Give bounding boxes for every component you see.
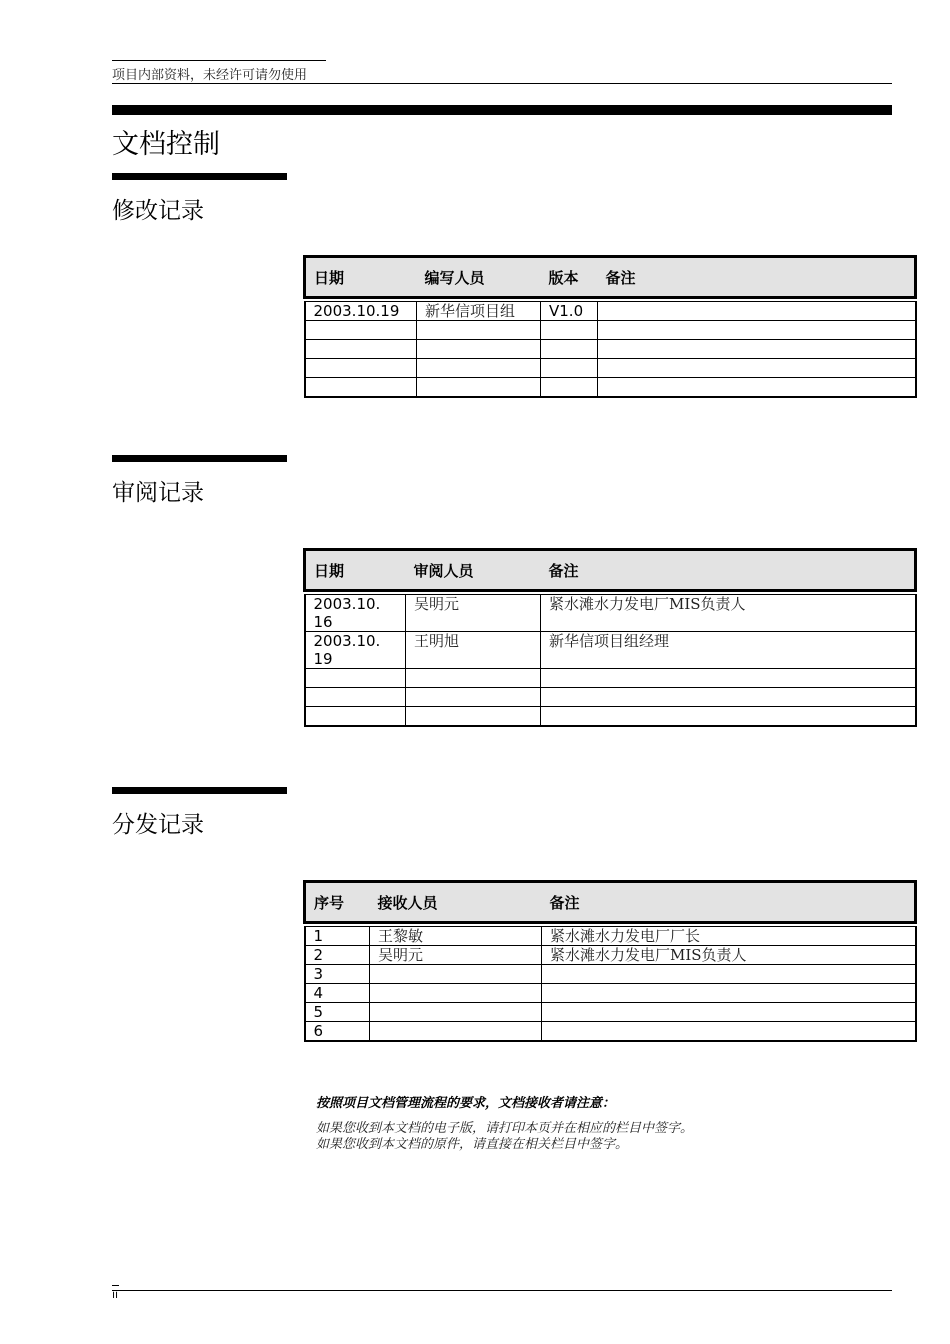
review-header-cell: 日期	[305, 550, 406, 591]
review-cell: 吴明元	[406, 595, 541, 632]
table-row	[305, 321, 916, 340]
review-cell	[406, 707, 541, 727]
distribution-cell: 5	[305, 1003, 370, 1022]
table-row	[305, 707, 916, 727]
revision-cell	[541, 378, 598, 398]
distribution-cell: 王黎敏	[370, 927, 542, 946]
review-cell: 2003.10. 19	[305, 632, 406, 669]
review-cell	[541, 669, 916, 688]
table-row	[305, 595, 916, 632]
revision-cell	[417, 340, 541, 359]
distribution-cell	[542, 1003, 916, 1022]
recipient-notes	[316, 1092, 693, 1153]
distribution-cell: 3	[305, 965, 370, 984]
revision-cell	[541, 321, 598, 340]
review-cell	[305, 688, 406, 707]
review-header-cell: 备注	[541, 550, 916, 591]
revision-table-header	[305, 257, 916, 298]
table-row	[305, 359, 916, 378]
table-row	[305, 1022, 916, 1042]
distribution-cell: 1	[305, 927, 370, 946]
header-rule	[112, 83, 892, 84]
revision-cell	[598, 340, 916, 359]
review-cell	[406, 688, 541, 707]
table-row	[305, 688, 916, 707]
table-row	[305, 669, 916, 688]
revision-cell	[598, 302, 916, 321]
distribution-section-bar	[112, 787, 287, 794]
distribution-section-title: 分发记录	[112, 812, 204, 838]
table-row	[305, 340, 916, 359]
revision-section-bar	[112, 173, 287, 180]
revision-cell	[305, 359, 417, 378]
footer-tick	[112, 1285, 119, 1286]
review-header-cell: 审阅人员	[406, 550, 541, 591]
revision-cell	[598, 321, 916, 340]
review-cell	[305, 707, 406, 727]
revision-table	[303, 255, 917, 398]
distribution-cell: 紧水滩水力发电厂厂长	[542, 927, 916, 946]
revision-cell: 2003.10.19	[305, 302, 417, 321]
distribution-cell	[370, 984, 542, 1003]
table-row	[305, 965, 916, 984]
header-confidential-note: 项目内部资料，未经许可请勿使用	[112, 68, 308, 83]
review-cell	[541, 688, 916, 707]
footer-rule	[112, 1290, 892, 1291]
revision-cell	[417, 378, 541, 398]
revision-cell	[417, 321, 541, 340]
review-cell: 紧水滩水力发电厂MIS负责人	[541, 595, 916, 632]
revision-header-cell: 备注	[598, 257, 916, 298]
revision-cell	[305, 321, 417, 340]
review-section-title: 审阅记录	[112, 480, 204, 506]
notes-line: 如果您收到本文档的原件，请直接在相关栏目中签字。	[316, 1137, 629, 1152]
review-table	[303, 548, 917, 727]
revision-cell	[598, 359, 916, 378]
distribution-header-cell: 序号	[305, 882, 370, 923]
table-row	[305, 632, 916, 669]
distribution-cell	[542, 1022, 916, 1042]
table-row	[305, 378, 916, 398]
table-row	[305, 946, 916, 965]
review-section-bar	[112, 455, 287, 462]
footer-page-number: ii	[112, 1288, 119, 1301]
distribution-cell	[370, 1003, 542, 1022]
revision-cell	[541, 340, 598, 359]
distribution-table	[303, 880, 917, 1042]
revision-header-cell: 版本	[541, 257, 598, 298]
distribution-header-cell: 备注	[542, 882, 916, 923]
revision-cell	[305, 340, 417, 359]
title-bar	[112, 105, 892, 115]
distribution-cell: 4	[305, 984, 370, 1003]
table-row	[305, 302, 916, 321]
distribution-cell	[370, 1022, 542, 1042]
revision-cell: V1.0	[541, 302, 598, 321]
distribution-cell	[542, 965, 916, 984]
review-table-header	[305, 550, 916, 591]
distribution-table-header	[305, 882, 916, 923]
table-row	[305, 984, 916, 1003]
review-cell	[541, 707, 916, 727]
revision-header-cell: 编写人员	[417, 257, 541, 298]
revision-cell	[598, 378, 916, 398]
revision-cell	[305, 378, 417, 398]
review-cell: 王明旭	[406, 632, 541, 669]
distribution-cell: 6	[305, 1022, 370, 1042]
review-cell	[305, 669, 406, 688]
distribution-header-cell: 接收人员	[370, 882, 542, 923]
table-row	[305, 1003, 916, 1022]
review-cell: 新华信项目组经理	[541, 632, 916, 669]
notes-title: 按照项目文档管理流程的要求，文档接收者请注意：	[316, 1096, 616, 1111]
distribution-cell: 吴明元	[370, 946, 542, 965]
table-row	[305, 927, 916, 946]
notes-line: 如果您收到本文档的电子版，请打印本页并在相应的栏目中签字。	[316, 1121, 694, 1136]
review-cell	[406, 669, 541, 688]
review-cell: 2003.10. 16	[305, 595, 406, 632]
revision-cell	[417, 359, 541, 378]
revision-section-title: 修改记录	[112, 198, 204, 224]
revision-cell: 新华信项目组	[417, 302, 541, 321]
revision-cell	[541, 359, 598, 378]
page-title: 文档控制	[112, 129, 220, 160]
distribution-cell: 紧水滩水力发电厂MIS负责人	[542, 946, 916, 965]
distribution-cell	[370, 965, 542, 984]
header-top-rule	[112, 60, 326, 61]
distribution-cell	[542, 984, 916, 1003]
distribution-cell: 2	[305, 946, 370, 965]
revision-header-cell: 日期	[305, 257, 417, 298]
